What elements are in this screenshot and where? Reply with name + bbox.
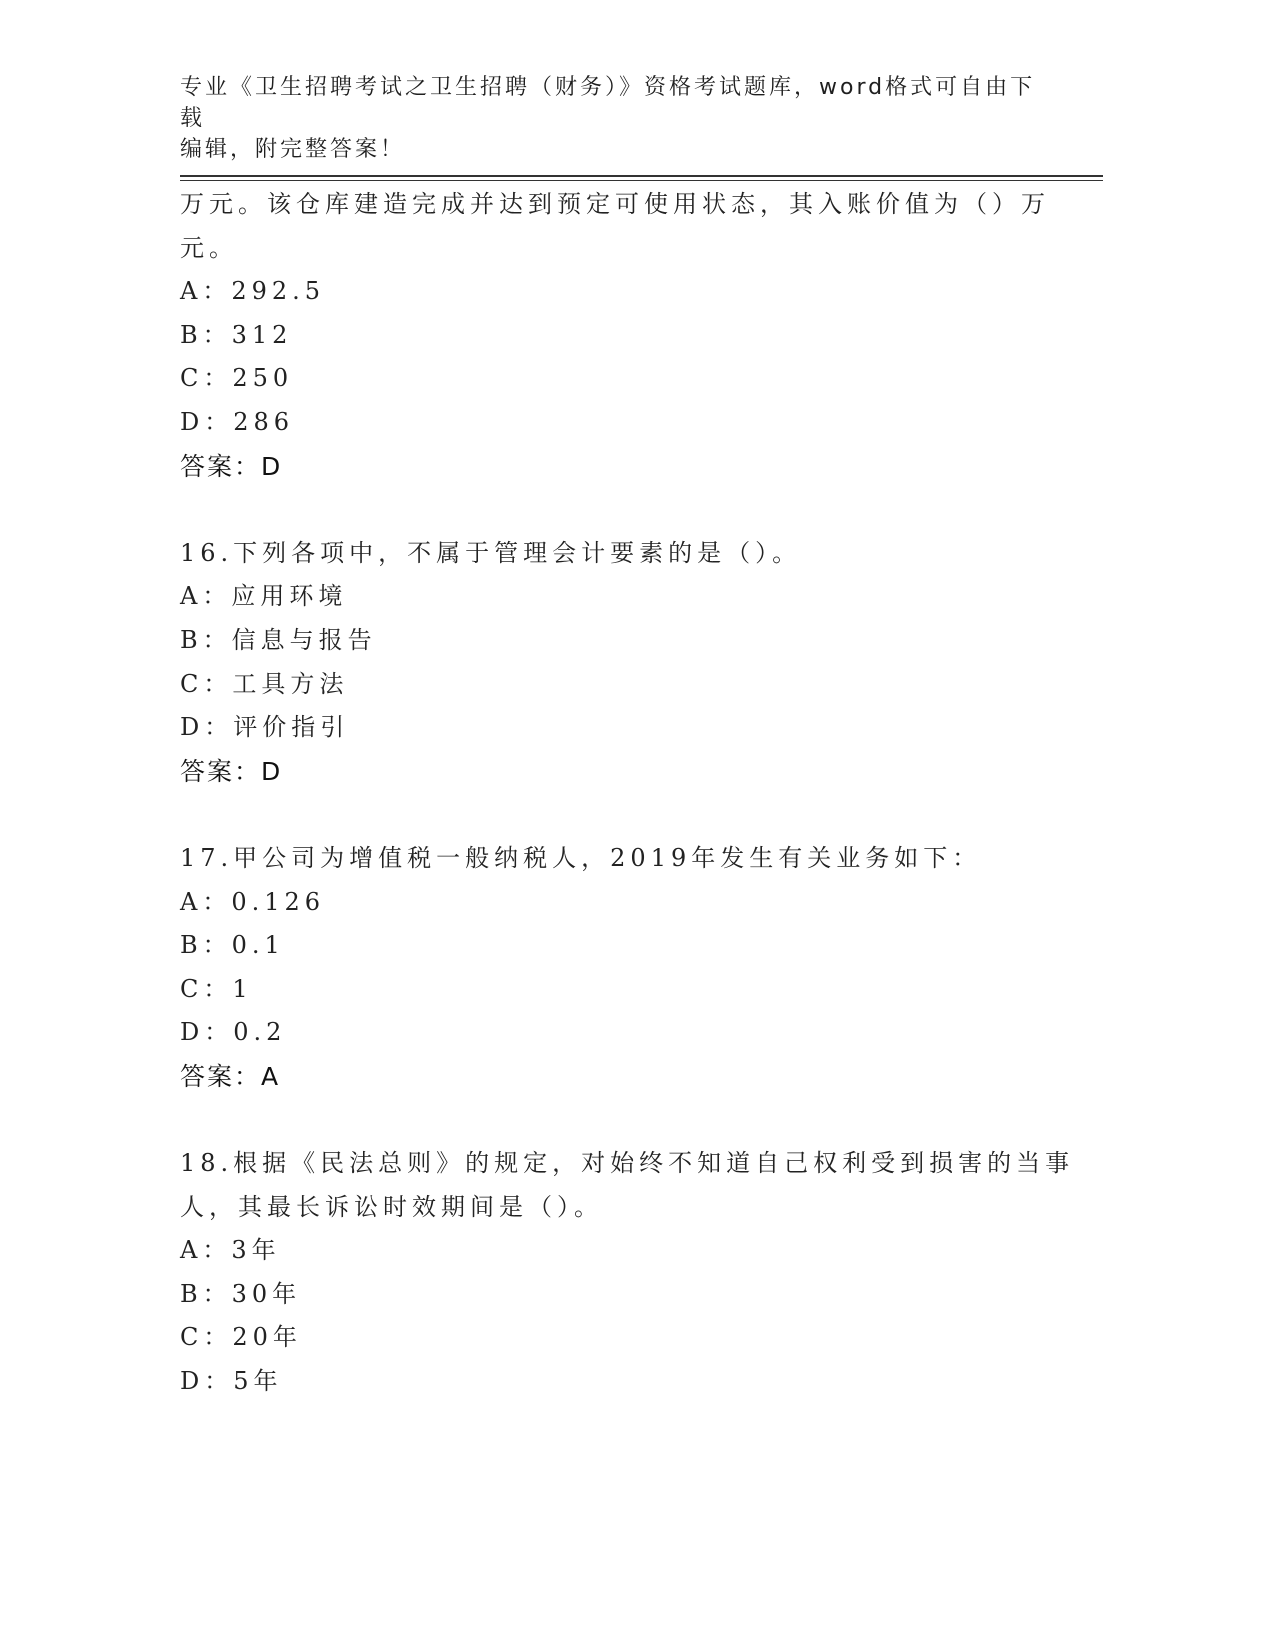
option-c: C：250 [180, 364, 294, 393]
option-a: A：应用环境 [180, 582, 348, 611]
document-header [180, 72, 1060, 165]
option-b: B：信息与报告 [180, 625, 377, 654]
option-d: D：0.2 [180, 1018, 287, 1047]
question-stem: 18.根据《民法总则》的规定，对始终不知道自己权利受到损害的当事 [180, 1149, 1075, 1178]
option-a: A：3年 [180, 1236, 281, 1265]
option-d: D：286 [180, 407, 295, 436]
header-line-1: 专业《卫生招聘考试之卫生招聘（财务）》资格考试题库，word格式可自由下载 [180, 75, 1036, 131]
question-block-continued [180, 183, 1060, 488]
answer-label: 答案：D [180, 451, 283, 481]
answer-label: 答案：A [180, 1061, 281, 1091]
option-b: B：0.1 [180, 931, 285, 960]
header-line-2: 编辑，附完整答案！ [180, 137, 406, 162]
question-stem: 17.甲公司为增值税一般纳税人，2019年发生有关业务如下： [180, 843, 982, 872]
option-b: B：30年 [180, 1279, 302, 1308]
question-stem: 16.下列各项中，不属于管理会计要素的是（）。 [180, 538, 802, 567]
question-list [180, 183, 1075, 1404]
header-divider-thin [180, 180, 1103, 181]
option-d: D：评价指引 [180, 713, 350, 742]
option-d: D：5年 [180, 1367, 283, 1396]
option-c: C：工具方法 [180, 669, 349, 698]
question-block-18 [180, 1142, 1075, 1404]
question-stem: 万元。该仓库建造完成并达到预定可使用状态，其入账价值为（）万 [180, 190, 1050, 218]
question-block-17 [180, 837, 1060, 1099]
option-c: C：1 [180, 974, 253, 1003]
option-a: A：292.5 [180, 277, 326, 306]
option-a: A：0.126 [180, 887, 326, 916]
spacer [180, 793, 1060, 837]
header-divider-thick [180, 175, 1103, 177]
spacer [180, 1098, 1060, 1142]
question-stem: 元。 [180, 233, 238, 262]
question-stem: 人，其最长诉讼时效期间是（）。 [180, 1192, 603, 1221]
answer-label: 答案：D [180, 756, 283, 786]
option-c: C：20年 [180, 1323, 302, 1352]
spacer [180, 488, 1060, 532]
question-block-16 [180, 532, 1060, 794]
option-b: B：312 [180, 320, 293, 349]
